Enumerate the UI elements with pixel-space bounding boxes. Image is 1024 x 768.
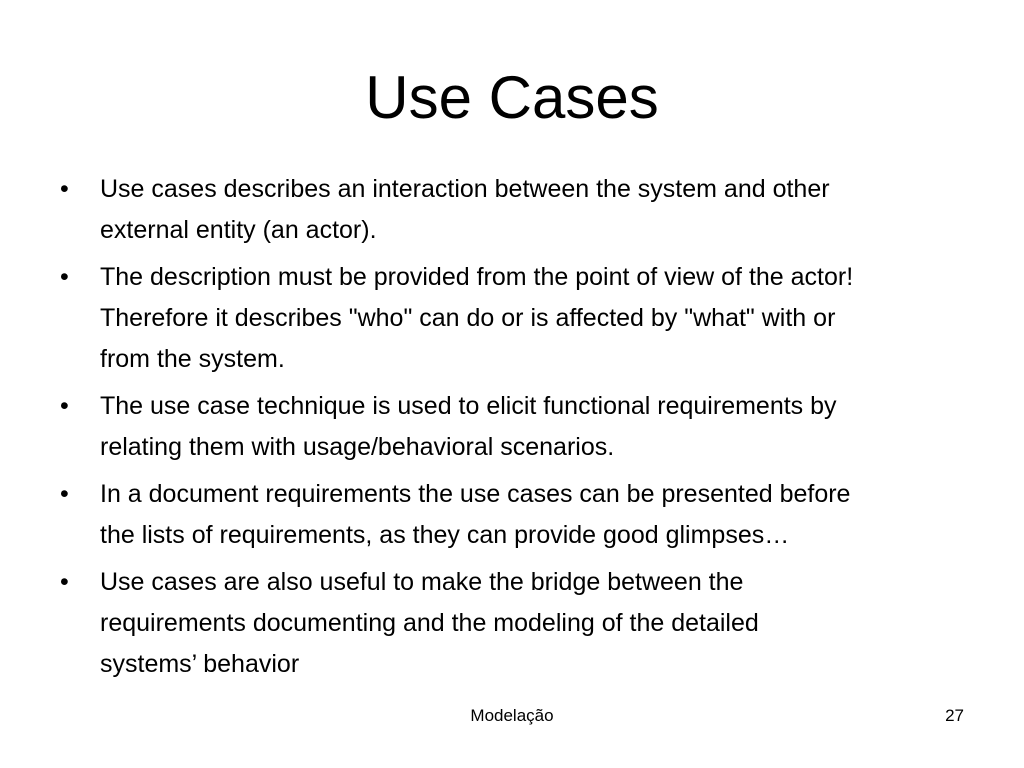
bullet-text: Use cases are also useful to make the bridge between the requirements documenting and the modeling of the detailed systems’ behavior bbox=[100, 568, 759, 678]
bullet-text: In a document requirements the use cases can be presented before the lists of requirements, as they can provide good glimpses… bbox=[100, 480, 851, 549]
bullet-marker: • bbox=[60, 392, 69, 420]
bullet-marker: • bbox=[60, 263, 69, 291]
bullet-marker: • bbox=[60, 480, 69, 508]
footer-label: Modelação bbox=[470, 706, 554, 725]
bullet-item bbox=[60, 386, 970, 468]
bullet-marker: • bbox=[60, 568, 69, 596]
bullet-list bbox=[60, 169, 970, 691]
bullet-item bbox=[60, 562, 970, 685]
bullet-text: Use cases describes an interaction between the system and other external entity (an actor). bbox=[100, 175, 830, 244]
slide-title: Use Cases bbox=[365, 64, 659, 131]
bullet-marker: • bbox=[60, 175, 69, 203]
bullet-text: The use case technique is used to elicit functional requirements by relating them with usage/behavioral scenarios. bbox=[100, 392, 837, 461]
bullet-item bbox=[60, 169, 970, 251]
bullet-text: The description must be provided from the point of view of the actor! Therefore it describes "who" can do or is affected by "what" with or from the system. bbox=[100, 263, 854, 373]
page-number: 27 bbox=[945, 706, 964, 725]
bullet-item bbox=[60, 474, 970, 556]
bullet-item bbox=[60, 257, 970, 380]
